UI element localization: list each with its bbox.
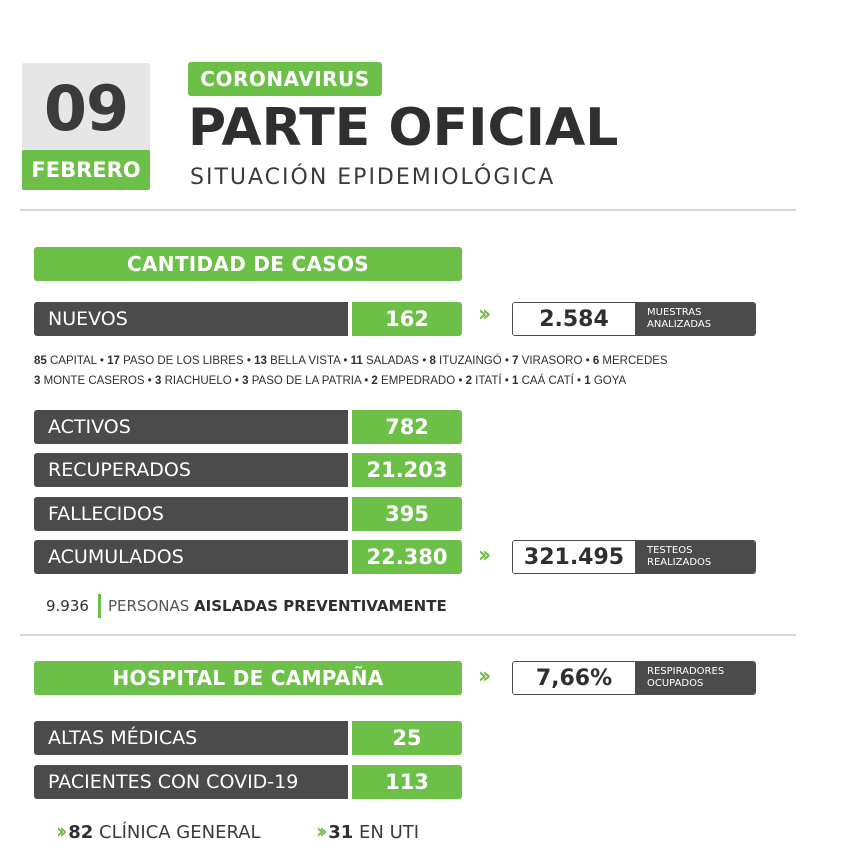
- recuperados-value: 21.203: [352, 453, 462, 487]
- altas-value: 25: [352, 721, 462, 755]
- detail-count: 6: [592, 355, 600, 367]
- muestras-label: [635, 303, 755, 335]
- activos-label: ACTIVOS: [34, 410, 348, 444]
- bullet-separator: •: [144, 375, 155, 387]
- muestras-value: 2.584: [513, 303, 635, 335]
- section-divider: [20, 634, 796, 636]
- aislados-text-bold: AISLADAS PREVENTIVAMENTE: [194, 597, 447, 615]
- double-chevron-icon: ››: [478, 302, 487, 327]
- date-month: FEBRERO: [22, 150, 150, 190]
- respiradores-label: [635, 662, 755, 694]
- section-title-hospital: HOSPITAL DE CAMPAÑA: [34, 661, 462, 695]
- detail-place: VIRASORO: [518, 355, 583, 367]
- bullet-separator: •: [501, 355, 513, 367]
- detail-place: ITUZAINGÓ: [435, 355, 502, 367]
- detail-place: SALADAS: [362, 355, 420, 367]
- bullet-separator: •: [96, 355, 108, 367]
- respiradores-label-line1: RESPIRADORES: [647, 666, 725, 677]
- double-chevron-icon: ››: [478, 664, 487, 689]
- detail-place: MONTE CASEROS: [40, 375, 145, 387]
- header-divider: [20, 209, 796, 211]
- page-subtitle: SITUACIÓN EPIDEMIOLÓGICA: [190, 165, 556, 190]
- detail-count: 2: [371, 375, 378, 387]
- double-chevron-icon: ››: [316, 819, 323, 843]
- activos-value: 782: [352, 410, 462, 444]
- bullet-separator: •: [243, 355, 255, 367]
- detail-count: 8: [429, 355, 436, 367]
- detail-place: CAPITAL: [46, 355, 97, 367]
- uti-value: 31: [328, 822, 354, 843]
- testeos-value: 321.495: [513, 541, 635, 573]
- section-title-casos: CANTIDAD DE CASOS: [34, 247, 462, 281]
- testeos-box: [512, 540, 756, 574]
- acumulados-value: 22.380: [352, 540, 462, 574]
- acumulados-label: ACUMULADOS: [34, 540, 348, 574]
- bullet-separator: •: [361, 375, 372, 387]
- detail-count: 3: [34, 375, 41, 387]
- aislados-text: [108, 597, 447, 615]
- double-chevron-icon: ››: [478, 543, 487, 568]
- detail-count: 1: [512, 375, 519, 387]
- detail-line-1: [34, 355, 668, 367]
- clinica-value: 82: [68, 822, 94, 843]
- muestras-box: [512, 302, 756, 336]
- detail-count: 7: [512, 355, 519, 367]
- bullet-separator: •: [573, 375, 585, 387]
- testeos-label-line2: REALIZADOS: [647, 557, 712, 568]
- respiradores-label-line2: OCUPADOS: [647, 678, 704, 689]
- fallecidos-label: FALLECIDOS: [34, 497, 348, 531]
- double-chevron-icon: ››: [56, 819, 63, 843]
- detail-place: PASO DE LA PATRIA: [248, 375, 361, 387]
- date-day: 09: [43, 72, 129, 145]
- testeos-label-line1: TESTEOS: [647, 545, 693, 556]
- fallecidos-value: 395: [352, 497, 462, 531]
- detail-line-2: [34, 375, 626, 387]
- testeos-label: [635, 541, 755, 573]
- detail-count: 13: [254, 355, 267, 367]
- uti-item: [316, 819, 419, 843]
- pacientes-label: PACIENTES CON COVID-19: [34, 765, 348, 799]
- muestras-label-line2: ANALIZADAS: [647, 319, 712, 330]
- detail-place: MERCEDES: [599, 355, 668, 367]
- clinica-item: [56, 819, 261, 843]
- bullet-separator: •: [582, 355, 593, 367]
- detail-place: RIACHUELO: [161, 375, 232, 387]
- altas-label: ALTAS MÉDICAS: [34, 721, 348, 755]
- detail-count: 85: [34, 355, 47, 367]
- detail-place: BELLA VISTA: [266, 355, 341, 367]
- muestras-label-line1: MUESTRAS: [647, 307, 702, 318]
- nuevos-value: 162: [352, 302, 462, 336]
- detail-place: GOYA: [590, 375, 627, 387]
- aislados-separator: [98, 594, 101, 618]
- detail-count: 11: [350, 355, 363, 367]
- detail-place: PASO DE LOS LIBRES: [119, 355, 244, 367]
- detail-place: CAÁ CATÍ: [518, 375, 574, 387]
- clinica-label: CLÍNICA GENERAL: [99, 822, 261, 843]
- detail-count: 3: [242, 375, 249, 387]
- aislados-text-normal: PERSONAS: [108, 597, 195, 615]
- recuperados-label: RECUPERADOS: [34, 453, 348, 487]
- bullet-separator: •: [419, 355, 430, 367]
- respiradores-value: 7,66%: [513, 662, 635, 694]
- uti-label: EN UTI: [359, 822, 420, 843]
- coronavirus-tag: CORONAVIRUS: [188, 62, 382, 96]
- detail-place: EMPEDRADO: [377, 375, 456, 387]
- bullet-separator: •: [231, 375, 243, 387]
- respiradores-box: [512, 661, 756, 695]
- nuevos-label: NUEVOS: [34, 302, 348, 336]
- page-title: PARTE OFICIAL: [188, 98, 619, 158]
- detail-place: ITATÍ: [471, 375, 502, 387]
- bullet-separator: •: [340, 355, 351, 367]
- pacientes-value: 113: [352, 765, 462, 799]
- detail-count: 17: [107, 355, 120, 367]
- bullet-separator: •: [455, 375, 466, 387]
- bullet-separator: •: [501, 375, 513, 387]
- detail-count: 1: [584, 375, 591, 387]
- detail-count: 2: [465, 375, 472, 387]
- aislados-value: 9.936: [46, 597, 89, 615]
- detail-count: 3: [154, 375, 162, 387]
